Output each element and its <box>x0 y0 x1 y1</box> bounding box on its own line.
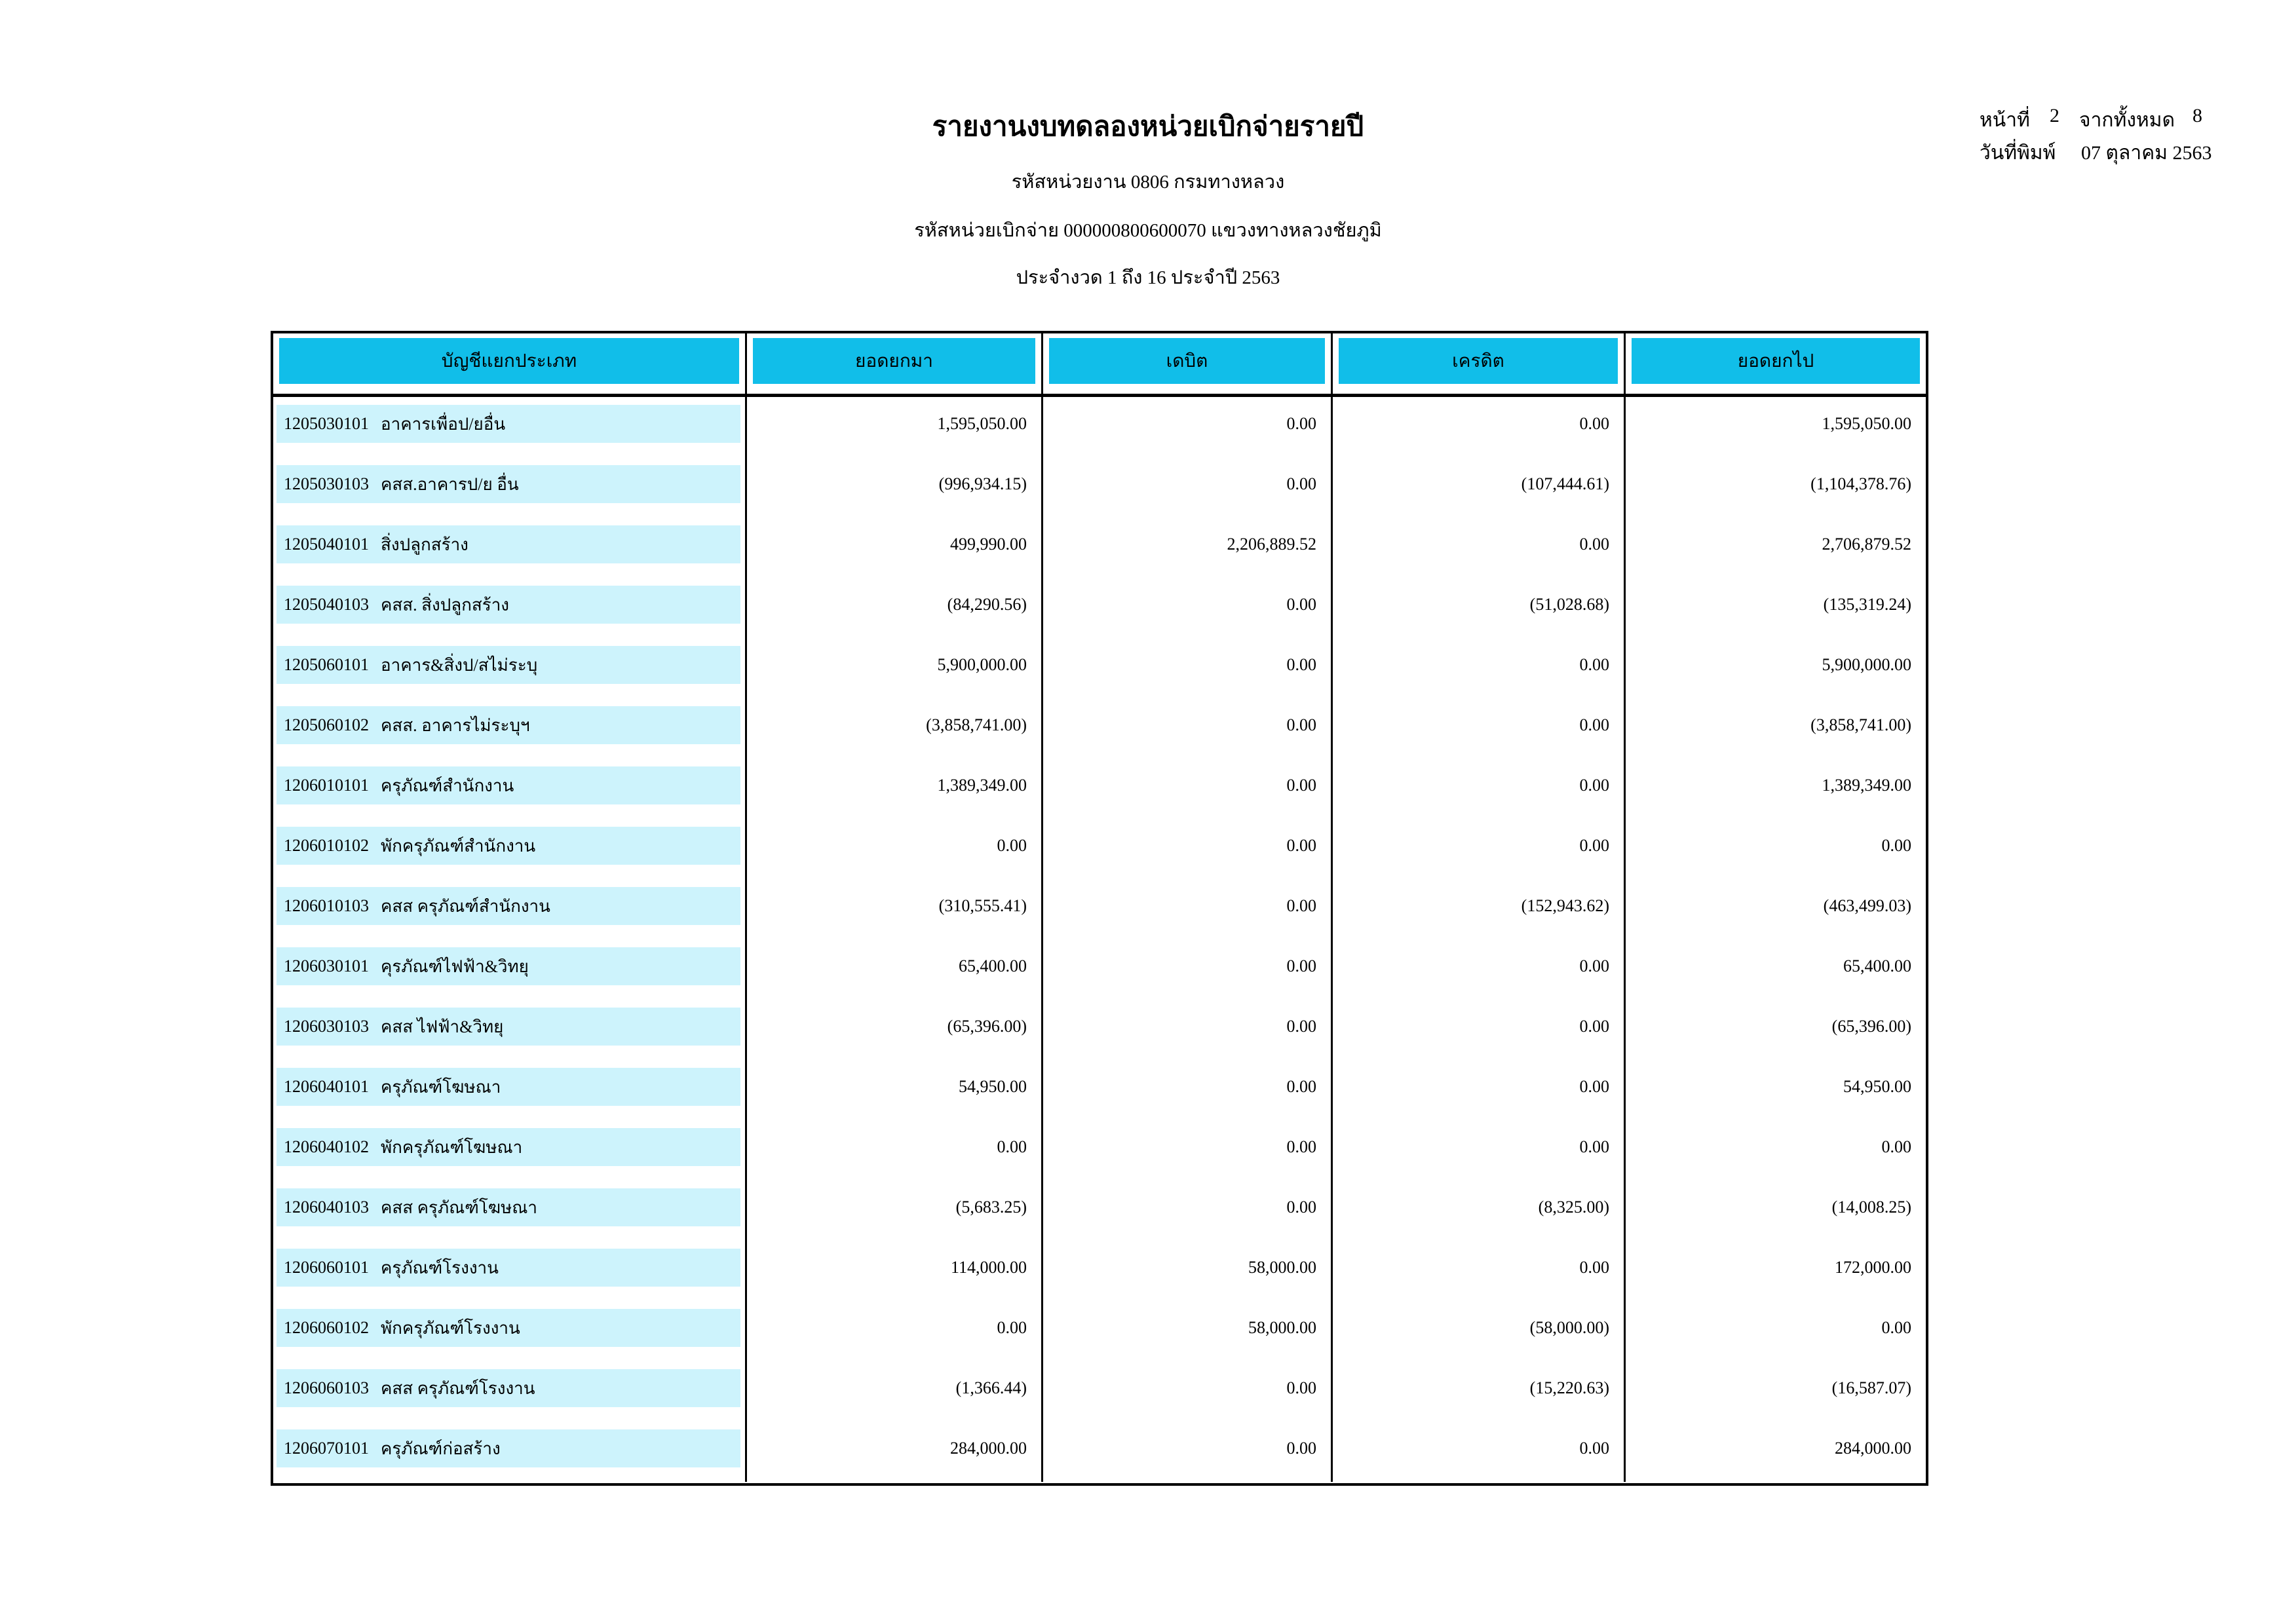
table-row <box>273 638 1926 698</box>
debit-value: 0.00 <box>1286 776 1316 795</box>
debit-cell <box>1041 1120 1331 1180</box>
debit-value: 0.00 <box>1286 1017 1316 1036</box>
table-row <box>273 1060 1926 1120</box>
total-pages-value: 8 <box>2192 105 2202 126</box>
balance-value: (135,319.24) <box>1823 595 1911 614</box>
debit-value: 0.00 <box>1286 655 1316 674</box>
carry-forward-value: (65,396.00) <box>947 1017 1027 1036</box>
account-name: ครุภัณฑ์โรงงาน <box>381 1258 499 1277</box>
table-row <box>273 518 1926 578</box>
carry-forward-cell <box>745 638 1041 698</box>
credit-cell <box>1331 1422 1624 1482</box>
table-row <box>273 397 1926 457</box>
account-cell <box>273 759 745 819</box>
account-cell <box>273 879 745 939</box>
account-cell <box>273 1060 745 1120</box>
account-code: 1206060102 <box>284 1318 369 1337</box>
account-code: 1206030103 <box>284 1017 369 1036</box>
debit-cell <box>1041 819 1331 879</box>
debit-value: 0.00 <box>1286 1378 1316 1397</box>
carry-forward-value: (5,683.25) <box>955 1198 1027 1217</box>
credit-cell <box>1331 1180 1624 1241</box>
account-code: 1206070101 <box>284 1439 369 1458</box>
credit-value: (107,444.61) <box>1521 474 1609 493</box>
carry-forward-cell <box>745 1060 1041 1120</box>
carry-forward-cell <box>745 1361 1041 1422</box>
carry-forward-value: 499,990.00 <box>950 535 1027 554</box>
account-chip <box>277 405 740 443</box>
carry-forward-cell <box>745 518 1041 578</box>
carry-forward-value: 65,400.00 <box>959 956 1027 975</box>
credit-value: 0.00 <box>1579 1137 1609 1156</box>
debit-cell <box>1041 397 1331 457</box>
credit-cell <box>1331 1000 1624 1060</box>
balance-value: 0.00 <box>1881 836 1911 855</box>
account-cell <box>273 518 745 578</box>
carry-forward-cell <box>745 1422 1041 1482</box>
balance-cell <box>1624 759 1926 819</box>
credit-cell <box>1331 1361 1624 1422</box>
account-cell <box>273 397 745 457</box>
carry-forward-cell <box>745 879 1041 939</box>
credit-value: 0.00 <box>1579 956 1609 975</box>
carry-forward-cell <box>745 397 1041 457</box>
debit-value: 58,000.00 <box>1248 1318 1316 1337</box>
carry-forward-value: 1,389,349.00 <box>937 776 1027 795</box>
table-body <box>273 397 1926 1482</box>
table-row <box>273 457 1926 518</box>
page-number-value: 2 <box>2050 105 2059 126</box>
balance-cell <box>1624 1180 1926 1241</box>
account-chip <box>277 1128 740 1166</box>
account-chip <box>277 766 740 804</box>
account-code: 1206010101 <box>284 776 369 795</box>
credit-cell <box>1331 518 1624 578</box>
balance-cell <box>1624 1301 1926 1361</box>
carry-forward-value: 0.00 <box>997 1318 1027 1337</box>
table-row <box>273 1241 1926 1301</box>
credit-cell <box>1331 1120 1624 1180</box>
debit-value: 58,000.00 <box>1248 1258 1316 1277</box>
debit-cell <box>1041 1180 1331 1241</box>
table-row <box>273 759 1926 819</box>
balance-value: 172,000.00 <box>1835 1258 1911 1277</box>
balance-cell <box>1624 819 1926 879</box>
column-header-account <box>273 333 745 394</box>
account-cell <box>273 819 745 879</box>
account-name: พักครุภัณฑ์โฆษณา <box>381 1137 523 1157</box>
table-row <box>273 1180 1926 1241</box>
balance-value: (463,499.03) <box>1823 896 1911 915</box>
debit-value: 0.00 <box>1286 836 1316 855</box>
credit-value: (152,943.62) <box>1521 896 1609 915</box>
balance-cell <box>1624 1060 1926 1120</box>
carry-forward-value: 1,595,050.00 <box>937 414 1027 433</box>
account-cell <box>273 1120 745 1180</box>
page-number-label: หน้าที่ <box>1980 109 2030 131</box>
debit-cell <box>1041 1361 1331 1422</box>
account-chip <box>277 1429 740 1467</box>
balance-value: 0.00 <box>1881 1137 1911 1156</box>
debit-cell <box>1041 518 1331 578</box>
account-name: คสส ไฟฟ้า&วิทยุ <box>381 1017 504 1036</box>
account-chip <box>277 706 740 744</box>
account-name: พักครุภัณฑ์สำนักงาน <box>381 836 536 856</box>
credit-cell <box>1331 879 1624 939</box>
account-chip <box>277 1309 740 1347</box>
balance-value: 5,900,000.00 <box>1822 655 1911 674</box>
credit-value: 0.00 <box>1579 776 1609 795</box>
credit-value: 0.00 <box>1579 836 1609 855</box>
carry-forward-value: 54,950.00 <box>959 1077 1027 1096</box>
debit-cell <box>1041 1000 1331 1060</box>
credit-value: (15,220.63) <box>1529 1378 1609 1397</box>
account-cell <box>273 1361 745 1422</box>
debit-value: 2,206,889.52 <box>1227 535 1316 554</box>
credit-cell <box>1331 939 1624 1000</box>
account-chip <box>277 1068 740 1106</box>
account-name: ครุภัณฑ์สำนักงาน <box>381 776 514 795</box>
credit-cell <box>1331 1301 1624 1361</box>
carry-forward-cell <box>745 1180 1041 1241</box>
page-meta <box>1980 105 2294 183</box>
table-row <box>273 1120 1926 1180</box>
account-code: 1206040101 <box>284 1077 369 1096</box>
disbursement-unit-line: รหัสหน่วยเบิกจ่าย 000000800600070 แขวงทางหลวงชัยภูมิ <box>914 220 1382 241</box>
account-name: คสส. สิ่งปลูกสร้าง <box>381 595 510 614</box>
balance-value: (3,858,741.00) <box>1810 715 1911 734</box>
debit-cell <box>1041 457 1331 518</box>
account-name: พักครุภัณฑ์โรงงาน <box>381 1318 520 1338</box>
table-row <box>273 939 1926 1000</box>
account-chip <box>277 646 740 684</box>
balance-value: 1,595,050.00 <box>1822 414 1911 433</box>
column-header-chip: บัญชีแยกประเภท <box>279 338 739 384</box>
credit-value: 0.00 <box>1579 1258 1609 1277</box>
account-name: คุรภัณฑ์ไฟฟ้า&วิทยุ <box>381 956 529 976</box>
balance-value: 284,000.00 <box>1835 1439 1911 1458</box>
period-line: ประจำงวด 1 ถึง 16 ประจำปี 2563 <box>1016 267 1280 288</box>
column-header-debit <box>1041 333 1331 394</box>
account-chip <box>277 525 740 563</box>
credit-cell <box>1331 759 1624 819</box>
carry-forward-value: (1,366.44) <box>955 1378 1027 1397</box>
credit-cell <box>1331 1241 1624 1301</box>
account-cell <box>273 1180 745 1241</box>
column-header-balance <box>1624 333 1926 394</box>
debit-cell <box>1041 939 1331 1000</box>
balance-cell <box>1624 397 1926 457</box>
carry-forward-cell <box>745 457 1041 518</box>
account-code: 1206060101 <box>284 1258 369 1277</box>
account-cell <box>273 638 745 698</box>
table-row <box>273 879 1926 939</box>
column-header-carry-forward <box>745 333 1041 394</box>
credit-cell <box>1331 397 1624 457</box>
carry-forward-value: (310,555.41) <box>938 896 1027 915</box>
account-chip <box>277 1249 740 1287</box>
trial-balance-table <box>271 331 1928 1486</box>
credit-value: 0.00 <box>1579 1439 1609 1458</box>
carry-forward-cell <box>745 1120 1041 1180</box>
debit-cell <box>1041 1301 1331 1361</box>
credit-value: (8,325.00) <box>1538 1198 1609 1217</box>
credit-value: 0.00 <box>1579 535 1609 554</box>
account-name: คสส.อาคารป/ย อื่น <box>381 474 519 494</box>
account-cell <box>273 939 745 1000</box>
account-code: 1206040103 <box>284 1198 369 1217</box>
debit-value: 0.00 <box>1286 1439 1316 1458</box>
balance-cell <box>1624 939 1926 1000</box>
debit-cell <box>1041 698 1331 759</box>
account-code: 1205040103 <box>284 595 369 614</box>
account-name: คสส ครุภัณฑ์สำนักงาน <box>381 896 550 916</box>
balance-cell <box>1624 518 1926 578</box>
table-row <box>273 698 1926 759</box>
carry-forward-value: 0.00 <box>997 836 1027 855</box>
carry-forward-cell <box>745 1301 1041 1361</box>
account-code: 1206030101 <box>284 956 369 975</box>
carry-forward-cell <box>745 819 1041 879</box>
account-chip <box>277 1188 740 1226</box>
carry-forward-value: 114,000.00 <box>950 1258 1027 1277</box>
table-row <box>273 1361 1926 1422</box>
carry-forward-cell <box>745 578 1041 638</box>
debit-value: 0.00 <box>1286 956 1316 975</box>
debit-value: 0.00 <box>1286 474 1316 493</box>
account-code: 1205060101 <box>284 655 369 674</box>
account-chip <box>277 827 740 865</box>
balance-cell <box>1624 638 1926 698</box>
account-chip <box>277 465 740 503</box>
credit-value: 0.00 <box>1579 414 1609 433</box>
table-row <box>273 819 1926 879</box>
account-name: ครุภัณฑ์ก่อสร้าง <box>381 1439 501 1458</box>
credit-value: 0.00 <box>1579 1017 1609 1036</box>
account-chip <box>277 947 740 985</box>
debit-value: 0.00 <box>1286 595 1316 614</box>
account-name: อาคารเพื่อป/ยอื่น <box>381 414 506 434</box>
balance-cell <box>1624 879 1926 939</box>
balance-value: (16,587.07) <box>1831 1378 1911 1397</box>
carry-forward-cell <box>745 1000 1041 1060</box>
balance-value: 54,950.00 <box>1843 1077 1911 1096</box>
debit-cell <box>1041 578 1331 638</box>
account-code: 1205030103 <box>284 474 369 493</box>
balance-cell <box>1624 1241 1926 1301</box>
credit-cell <box>1331 578 1624 638</box>
account-chip <box>277 1369 740 1407</box>
credit-value: 0.00 <box>1579 655 1609 674</box>
table-row <box>273 578 1926 638</box>
credit-value: (51,028.68) <box>1529 595 1609 614</box>
table-row <box>273 1301 1926 1361</box>
balance-value: (1,104,378.76) <box>1810 474 1911 493</box>
credit-cell <box>1331 1060 1624 1120</box>
debit-cell <box>1041 1060 1331 1120</box>
account-chip <box>277 887 740 925</box>
account-code: 1205040101 <box>284 535 369 554</box>
balance-cell <box>1624 457 1926 518</box>
balance-cell <box>1624 1000 1926 1060</box>
debit-cell <box>1041 759 1331 819</box>
debit-value: 0.00 <box>1286 1198 1316 1217</box>
carry-forward-value: (84,290.56) <box>947 595 1027 614</box>
balance-cell <box>1624 698 1926 759</box>
debit-value: 0.00 <box>1286 896 1316 915</box>
account-cell <box>273 698 745 759</box>
balance-cell <box>1624 578 1926 638</box>
account-name: คสส ครุภัณฑ์โรงงาน <box>381 1378 535 1398</box>
total-pages-label: จากทั้งหมด <box>2079 109 2175 131</box>
credit-value: (58,000.00) <box>1529 1318 1609 1337</box>
account-chip <box>277 586 740 624</box>
page-title: รายงานงบทดลองหน่วยเบิกจ่ายรายปี <box>932 112 1364 142</box>
account-code: 1205030101 <box>284 414 369 433</box>
balance-value: (14,008.25) <box>1831 1198 1911 1217</box>
account-cell <box>273 1301 745 1361</box>
column-header-chip: ยอดยกไป <box>1632 338 1920 384</box>
credit-cell <box>1331 638 1624 698</box>
table-header-row <box>273 333 1926 397</box>
carry-forward-value: (996,934.15) <box>938 474 1027 493</box>
carry-forward-value: 0.00 <box>997 1137 1027 1156</box>
credit-cell <box>1331 698 1624 759</box>
carry-forward-value: 284,000.00 <box>950 1439 1027 1458</box>
account-cell <box>273 578 745 638</box>
carry-forward-value: (3,858,741.00) <box>926 715 1027 734</box>
print-date-value: 07 ตุลาคม 2563 <box>2081 142 2212 164</box>
debit-cell <box>1041 638 1331 698</box>
debit-value: 0.00 <box>1286 1077 1316 1096</box>
carry-forward-cell <box>745 939 1041 1000</box>
credit-cell <box>1331 457 1624 518</box>
carry-forward-value: 5,900,000.00 <box>937 655 1027 674</box>
carry-forward-cell <box>745 1241 1041 1301</box>
account-name: คสส. อาคารไม่ระบุฯ <box>381 715 530 735</box>
column-header-chip: เดบิต <box>1049 338 1325 384</box>
account-cell <box>273 457 745 518</box>
balance-cell <box>1624 1422 1926 1482</box>
credit-cell <box>1331 819 1624 879</box>
account-cell <box>273 1241 745 1301</box>
column-header-chip: เครดิต <box>1339 338 1618 384</box>
table-row <box>273 1422 1926 1482</box>
account-cell <box>273 1000 745 1060</box>
agency-code-line: รหัสหน่วยงาน 0806 กรมทางหลวง <box>1011 172 1285 193</box>
account-code: 1205060102 <box>284 715 369 734</box>
balance-value: 0.00 <box>1881 1318 1911 1337</box>
balance-value: (65,396.00) <box>1831 1017 1911 1036</box>
account-name: คสส ครุภัณฑ์โฆษณา <box>381 1198 537 1217</box>
column-header-chip: ยอดยกมา <box>753 338 1035 384</box>
debit-cell <box>1041 1241 1331 1301</box>
table-row <box>273 1000 1926 1060</box>
account-name: สิ่งปลูกสร้าง <box>381 535 469 554</box>
debit-value: 0.00 <box>1286 414 1316 433</box>
balance-value: 65,400.00 <box>1843 956 1911 975</box>
credit-value: 0.00 <box>1579 1077 1609 1096</box>
debit-cell <box>1041 879 1331 939</box>
account-name: ครุภัณฑ์โฆษณา <box>381 1077 501 1097</box>
print-date-label: วันที่พิมพ์ <box>1980 142 2056 164</box>
carry-forward-cell <box>745 759 1041 819</box>
balance-cell <box>1624 1361 1926 1422</box>
column-header-credit <box>1331 333 1624 394</box>
debit-value: 0.00 <box>1286 1137 1316 1156</box>
credit-value: 0.00 <box>1579 715 1609 734</box>
carry-forward-cell <box>745 698 1041 759</box>
account-code: 1206010102 <box>284 836 369 855</box>
account-code: 1206040102 <box>284 1137 369 1156</box>
balance-value: 1,389,349.00 <box>1822 776 1911 795</box>
account-chip <box>277 1008 740 1046</box>
balance-cell <box>1624 1120 1926 1180</box>
debit-cell <box>1041 1422 1331 1482</box>
account-cell <box>273 1422 745 1482</box>
debit-value: 0.00 <box>1286 715 1316 734</box>
account-name: อาคาร&สิ่งป/สไม่ระบุ <box>381 655 538 675</box>
balance-value: 2,706,879.52 <box>1822 535 1911 554</box>
account-code: 1206010103 <box>284 896 369 915</box>
account-code: 1206060103 <box>284 1378 369 1397</box>
